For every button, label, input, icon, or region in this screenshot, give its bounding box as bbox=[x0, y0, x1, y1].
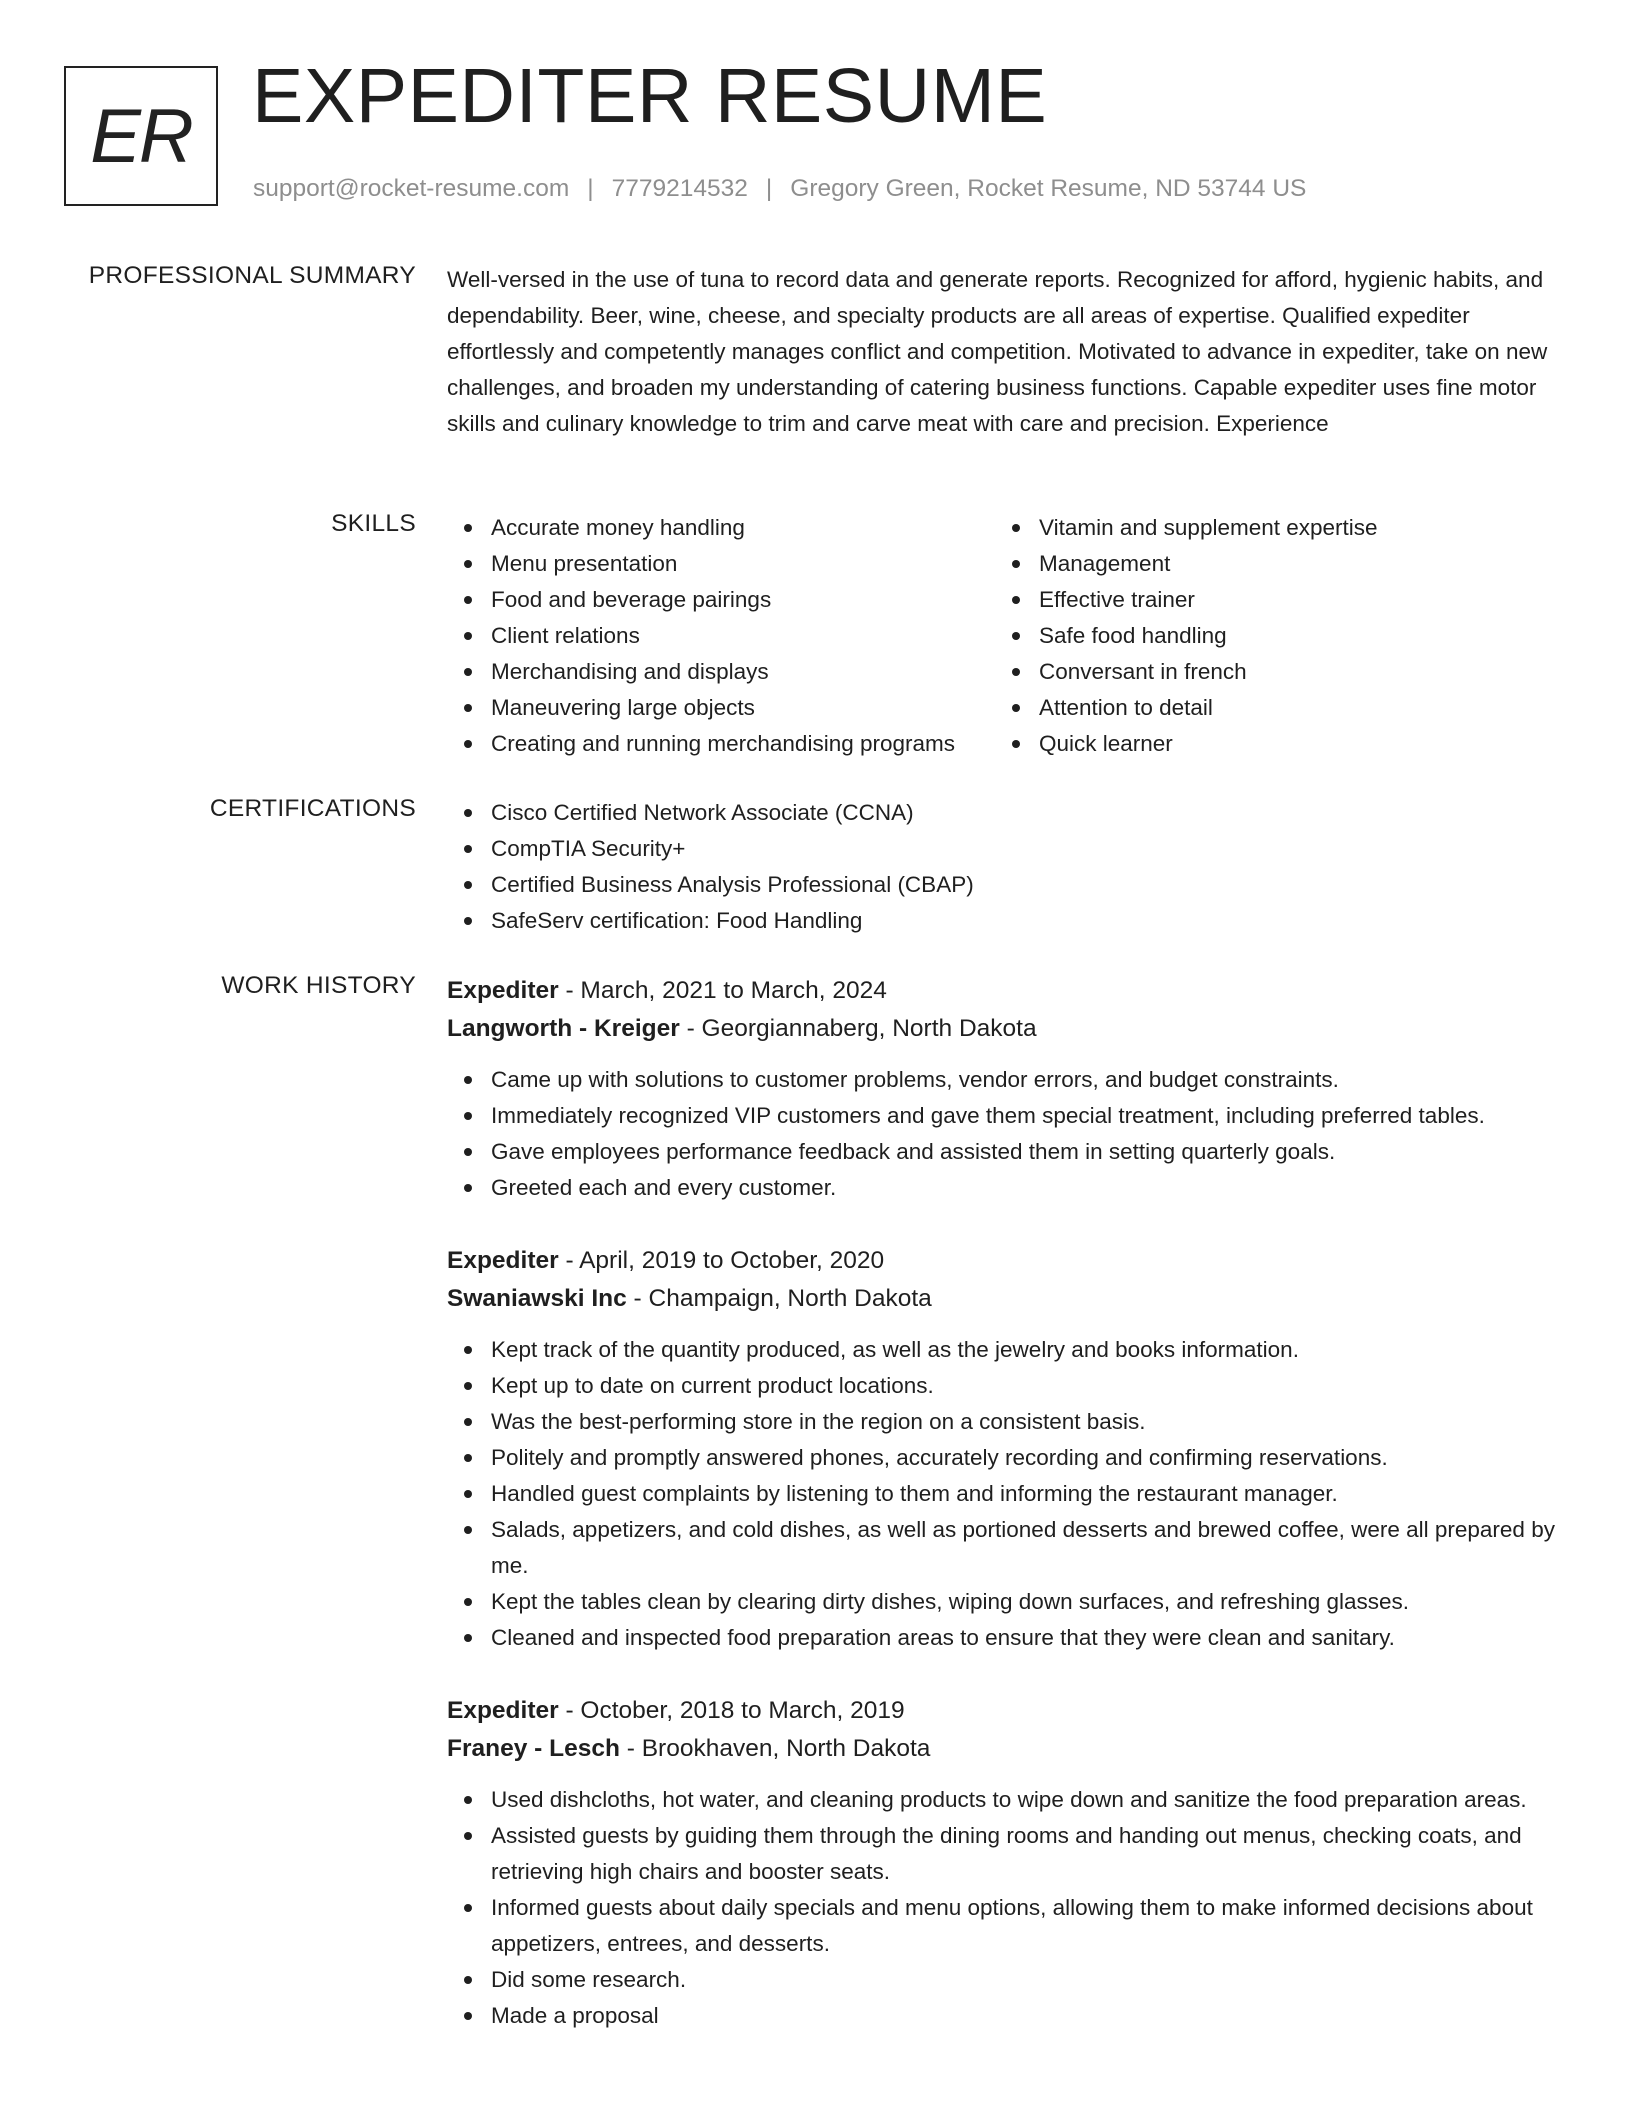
bullet-icon bbox=[464, 668, 472, 676]
bullet-icon bbox=[464, 845, 472, 853]
bullet-icon bbox=[464, 704, 472, 712]
bullet-icon bbox=[464, 1418, 472, 1426]
phone-link[interactable]: 7779214532 bbox=[611, 175, 748, 202]
bullet-icon bbox=[1012, 560, 1020, 568]
job-duties-list bbox=[447, 1782, 1567, 2034]
job-company-line bbox=[447, 1010, 1567, 1048]
job-dates: - April, 2019 to October, 2020 bbox=[558, 1247, 885, 1274]
contact-line bbox=[253, 175, 1306, 203]
bullet-icon bbox=[464, 1598, 472, 1606]
job-duty-item: Used dishcloths, hot water, and cleaning products to wipe down and sanitize the food preparation areas. bbox=[447, 1782, 1567, 1818]
bullet-icon bbox=[464, 740, 472, 748]
job-duty-item: Kept track of the quantity produced, as well as the jewelry and books information. bbox=[447, 1332, 1567, 1368]
job-duty-item: Kept the tables clean by clearing dirty dishes, wiping down surfaces, and refreshing glasses. bbox=[447, 1584, 1567, 1620]
bullet-icon bbox=[464, 1112, 472, 1120]
summary-text: Well-versed in the use of tuna to record data and generate reports. Recognized for afford, hygienic habits, and dependability. Beer, wine, cheese, and specialty products are all areas of expertise. Qualified expediter effortlessly and competently manages conflict and competition. Motivated to advance in expediter, take on new challenges, and broaden my understanding of catering business functions. Capable expediter uses fine motor skills and culinary knowledge to trim and carve meat with care and precision. Experience bbox=[447, 267, 1548, 436]
job-duties-list bbox=[447, 1332, 1567, 1656]
job-duty-item: Handled guest complaints by listening to them and informing the restaurant manager. bbox=[447, 1476, 1567, 1512]
bullet-icon bbox=[464, 2012, 472, 2020]
skill-item: Food and beverage pairings bbox=[447, 582, 995, 618]
bullet-icon bbox=[464, 809, 472, 817]
bullet-icon bbox=[464, 596, 472, 604]
job-duty-item: Salads, appetizers, and cold dishes, as well as portioned desserts and brewed coffee, were all prepared by me. bbox=[447, 1512, 1567, 1584]
skill-item: Attention to detail bbox=[995, 690, 1555, 726]
certification-item: SafeServ certification: Food Handling bbox=[447, 903, 1567, 939]
bullet-icon bbox=[1012, 596, 1020, 604]
skills-list-left bbox=[447, 510, 995, 762]
job-duty-item: Kept up to date on current product locations. bbox=[447, 1368, 1567, 1404]
skill-item: Menu presentation bbox=[447, 546, 995, 582]
skill-item: Vitamin and supplement expertise bbox=[995, 510, 1555, 546]
work-history-body bbox=[447, 972, 1567, 2034]
section-heading-skills: SKILLS bbox=[331, 510, 416, 537]
job-title: Expediter bbox=[447, 977, 559, 1004]
skill-item: Creating and running merchandising programs bbox=[447, 726, 995, 762]
bullet-icon bbox=[1012, 668, 1020, 676]
job-duty-item: Assisted guests by guiding them through the dining rooms and handing out menus, checking coats, and retrieving high chairs and booster seats. bbox=[447, 1818, 1567, 1890]
bullet-icon bbox=[1012, 740, 1020, 748]
job-title-line bbox=[447, 1692, 1567, 1730]
monogram-logo: ER bbox=[64, 66, 218, 206]
bullet-icon bbox=[464, 917, 472, 925]
job-entry bbox=[447, 1242, 1567, 1656]
bullet-icon bbox=[464, 1526, 472, 1534]
skills-body bbox=[447, 510, 1567, 762]
skill-item: Maneuvering large objects bbox=[447, 690, 995, 726]
job-duties-list bbox=[447, 1062, 1567, 1206]
job-dates: - October, 2018 to March, 2019 bbox=[558, 1697, 905, 1724]
resume-title: EXPEDITER RESUME bbox=[252, 53, 1048, 139]
bullet-icon bbox=[1012, 704, 1020, 712]
skill-item: Conversant in french bbox=[995, 654, 1555, 690]
skill-item: Quick learner bbox=[995, 726, 1555, 762]
certifications-body bbox=[447, 795, 1567, 939]
skill-item: Effective trainer bbox=[995, 582, 1555, 618]
job-duty-item: Immediately recognized VIP customers and gave them special treatment, including preferred tables. bbox=[447, 1098, 1567, 1134]
job-location: - Georgiannaberg, North Dakota bbox=[679, 1015, 1037, 1042]
skill-item: Client relations bbox=[447, 618, 995, 654]
address-text: Gregory Green, Rocket Resume, ND 53744 US bbox=[790, 175, 1307, 202]
skill-item: Merchandising and displays bbox=[447, 654, 995, 690]
certification-item: Certified Business Analysis Professional (CBAP) bbox=[447, 867, 1567, 903]
skill-item: Accurate money handling bbox=[447, 510, 995, 546]
job-duty-item: Did some research. bbox=[447, 1962, 1567, 1998]
job-company: Langworth - Kreiger bbox=[447, 1015, 680, 1042]
bullet-icon bbox=[464, 1832, 472, 1840]
job-duty-item: Cleaned and inspected food preparation areas to ensure that they were clean and sanitary. bbox=[447, 1620, 1567, 1656]
job-duty-item: Made a proposal bbox=[447, 1998, 1567, 2034]
bullet-icon bbox=[464, 560, 472, 568]
job-company: Franey - Lesch bbox=[447, 1735, 620, 1762]
job-location: - Brookhaven, North Dakota bbox=[619, 1735, 931, 1762]
job-title-line bbox=[447, 1242, 1567, 1280]
bullet-icon bbox=[464, 1454, 472, 1462]
job-company-line bbox=[447, 1280, 1567, 1318]
section-heading-summary: PROFESSIONAL SUMMARY bbox=[88, 262, 416, 289]
job-dates: - March, 2021 to March, 2024 bbox=[558, 977, 887, 1004]
bullet-icon bbox=[1012, 632, 1020, 640]
job-duty-item: Greeted each and every customer. bbox=[447, 1170, 1567, 1206]
job-company: Swaniawski Inc bbox=[447, 1285, 627, 1312]
bullet-icon bbox=[1012, 524, 1020, 532]
job-duty-item: Politely and promptly answered phones, accurately recording and confirming reservations. bbox=[447, 1440, 1567, 1476]
bullet-icon bbox=[464, 1148, 472, 1156]
section-heading-certifications: CERTIFICATIONS bbox=[209, 795, 416, 822]
job-title: Expediter bbox=[447, 1697, 559, 1724]
skills-list-right bbox=[995, 510, 1555, 762]
job-title: Expediter bbox=[447, 1247, 559, 1274]
job-duty-item: Gave employees performance feedback and assisted them in setting quarterly goals. bbox=[447, 1134, 1567, 1170]
job-location: - Champaign, North Dakota bbox=[626, 1285, 932, 1312]
bullet-icon bbox=[464, 1796, 472, 1804]
summary-body bbox=[447, 262, 1567, 442]
job-entry bbox=[447, 972, 1567, 1206]
certifications-list bbox=[447, 795, 1567, 939]
contact-separator: | bbox=[587, 175, 594, 202]
bullet-icon bbox=[464, 632, 472, 640]
bullet-icon bbox=[464, 1346, 472, 1354]
certification-item: CompTIA Security+ bbox=[447, 831, 1567, 867]
job-entry bbox=[447, 1692, 1567, 2034]
job-duty-item: Was the best-performing store in the region on a consistent basis. bbox=[447, 1404, 1567, 1440]
bullet-icon bbox=[464, 1076, 472, 1084]
job-title-line bbox=[447, 972, 1567, 1010]
bullet-icon bbox=[464, 1634, 472, 1642]
bullet-icon bbox=[464, 1382, 472, 1390]
bullet-icon bbox=[464, 524, 472, 532]
bullet-icon bbox=[464, 1904, 472, 1912]
skill-item: Safe food handling bbox=[995, 618, 1555, 654]
bullet-icon bbox=[464, 1490, 472, 1498]
certification-item: Cisco Certified Network Associate (CCNA) bbox=[447, 795, 1567, 831]
section-heading-work-history: WORK HISTORY bbox=[221, 972, 416, 999]
job-duty-item: Informed guests about daily specials and menu options, allowing them to make informed decisions about appetizers, entrees, and desserts. bbox=[447, 1890, 1567, 1962]
contact-separator: | bbox=[765, 175, 773, 202]
bullet-icon bbox=[464, 1184, 472, 1192]
skill-item: Management bbox=[995, 546, 1555, 582]
job-duty-item: Came up with solutions to customer problems, vendor errors, and budget constraints. bbox=[447, 1062, 1567, 1098]
bullet-icon bbox=[464, 1976, 472, 1984]
email-link[interactable]: support@rocket-resume.com bbox=[253, 175, 570, 202]
bullet-icon bbox=[464, 881, 472, 889]
job-company-line bbox=[447, 1730, 1567, 1768]
